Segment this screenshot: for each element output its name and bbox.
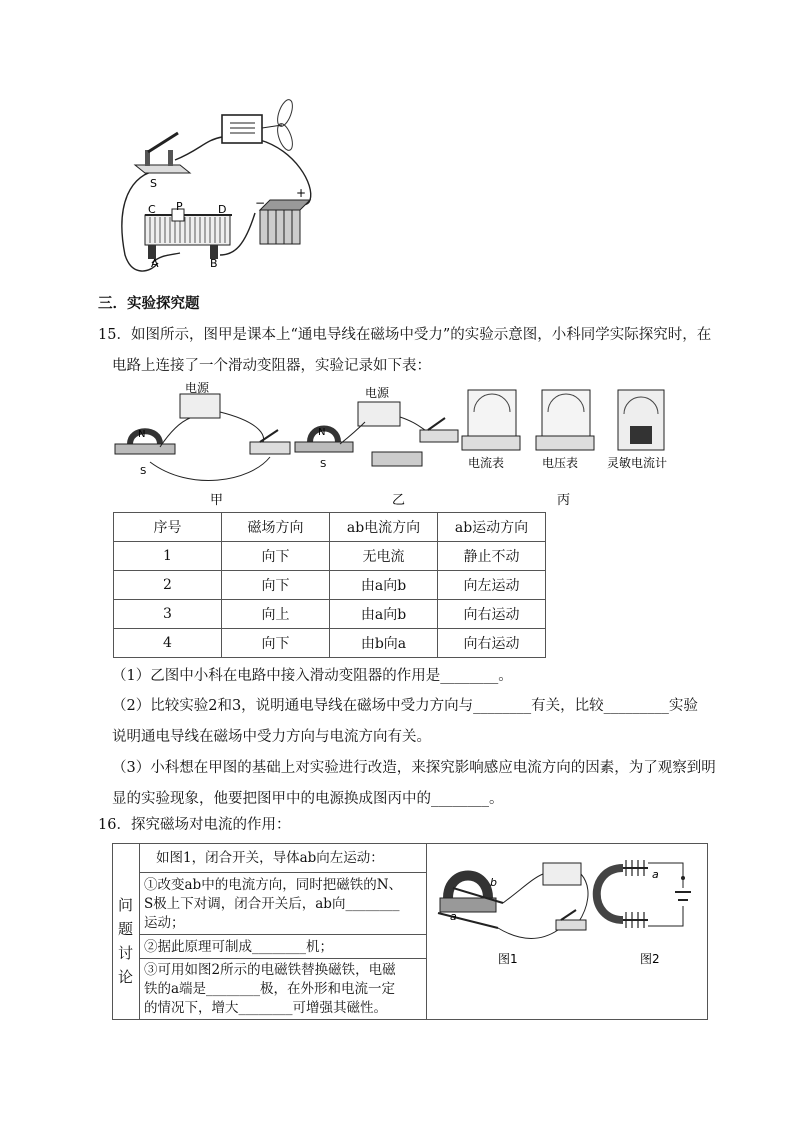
ammeter-label: 电流表 [468, 456, 505, 470]
q15-stem-line1: 15．如图所示，图甲是课本上“通电导线在磁场中受力”的实验示意图，小科同学实际探究时，在 [98, 327, 712, 343]
q15-record-table [113, 512, 546, 658]
table-cell: 向右运动 [438, 600, 546, 629]
q16-intro: 如图1，闭合开关，导体ab向左运动： [156, 850, 384, 866]
table-cell: 2 [114, 571, 222, 600]
table-cell: 3 [114, 600, 222, 629]
q16-item2: ②据此原理可制成________机； [144, 939, 333, 955]
q16-text-column [140, 844, 427, 1019]
q15-stem-line2: 电路上连接了一个滑动变阻器，实验记录如下表： [112, 358, 431, 374]
caption-bing: 丙 [557, 493, 571, 508]
fig2-label-a: a [652, 868, 659, 881]
label-minus: − [255, 196, 266, 210]
table-row [114, 571, 546, 600]
yi-N: N [318, 427, 326, 438]
table-cell: 静止不动 [438, 542, 546, 571]
label-C: C [148, 203, 156, 216]
fig2-caption: 图2 [640, 952, 660, 966]
table-cell: 向下 [222, 571, 330, 600]
table-cell: 向上 [222, 600, 330, 629]
label-A: A [151, 257, 159, 270]
side-char: 问 [118, 896, 134, 914]
label-B: B [210, 257, 218, 270]
q15-sub3-line2: 显的实验现象，他要把图甲中的电源换成图丙中的________。 [112, 791, 504, 807]
q16-item1-line1: ①改变ab中的电流方向，同时把磁铁的N、 [144, 877, 403, 893]
side-char: 题 [118, 920, 134, 938]
q15-sub3-line1: （3）小科想在甲图的基础上对实验进行改造，来探究影响感应电流方向的因素，为了观察到明 [112, 760, 716, 776]
table-header: ab运动方向 [438, 513, 546, 542]
table-cell: 向左运动 [438, 571, 546, 600]
caption-jia: 甲 [210, 493, 224, 508]
table-cell: 由b向a [330, 629, 438, 658]
table-cell: 4 [114, 629, 222, 658]
table-row [114, 600, 546, 629]
table-cell: 向下 [222, 542, 330, 571]
q16-figures [428, 848, 704, 1013]
q15-sub2-line2: 说明通电导线在磁场中受力方向与电流方向有关。 [112, 729, 431, 745]
galvanometer-label: 灵敏电流计 [607, 456, 668, 470]
label-plus: + [296, 186, 307, 200]
table-cell: 由a向b [330, 571, 438, 600]
jia-S: S [140, 466, 147, 477]
fig1-label-a: a [450, 910, 457, 923]
q16-item3-line1: ③可用如图2所示的电磁铁替换磁铁，电磁 [144, 962, 396, 978]
q16-item3-line2: 铁的a端是________极，在外形和电流一定 [144, 981, 396, 997]
table-row [114, 542, 546, 571]
section-title: 三．实验探究题 [98, 296, 200, 312]
label-D: D [218, 203, 227, 216]
table-cell: 向右运动 [438, 629, 546, 658]
label-S: S [150, 177, 157, 190]
jia-N: N [138, 429, 146, 440]
side-char: 讨 [118, 944, 134, 962]
table-cell: 由a向b [330, 600, 438, 629]
table-cell: 向下 [222, 629, 330, 658]
circuit-figure-top [110, 95, 340, 280]
q16-item1-line2: S极上下对调，闭合开关后，ab向________ [144, 896, 400, 912]
yi-power-label: 电源 [365, 386, 390, 400]
table-row [114, 629, 546, 658]
q16-item3-line3: 的情况下，增大________可增强其磁性。 [144, 1000, 387, 1016]
jia-power-label: 电源 [185, 382, 210, 395]
q15-figures [110, 382, 690, 510]
fig1-caption: 图1 [498, 952, 518, 966]
q16-item1-line3: 运动； [144, 915, 185, 931]
voltmeter-label: 电压表 [542, 456, 579, 470]
yi-S: S [320, 459, 327, 470]
fig1-label-b: b [490, 876, 497, 889]
q15-sub1: （1）乙图中小科在电路中接入滑动变阻器的作用是________。 [112, 668, 513, 684]
table-cell: 1 [114, 542, 222, 571]
table-header-row [114, 513, 546, 542]
table-cell: 无电流 [330, 542, 438, 571]
label-P: P [176, 200, 183, 213]
caption-yi: 乙 [392, 493, 406, 508]
q16-title: 16．探究磁场对电流的作用： [98, 817, 291, 833]
table-header: ab电流方向 [330, 513, 438, 542]
table-header: 磁场方向 [222, 513, 330, 542]
side-char: 论 [118, 968, 134, 986]
q16-side-label [113, 844, 140, 1019]
q15-sub2-line1: （2）比较实验2和3，说明通电导线在磁场中受力方向与________有关，比较_________实验 [112, 698, 698, 714]
table-header: 序号 [114, 513, 222, 542]
q16-discussion-box [112, 843, 708, 1020]
